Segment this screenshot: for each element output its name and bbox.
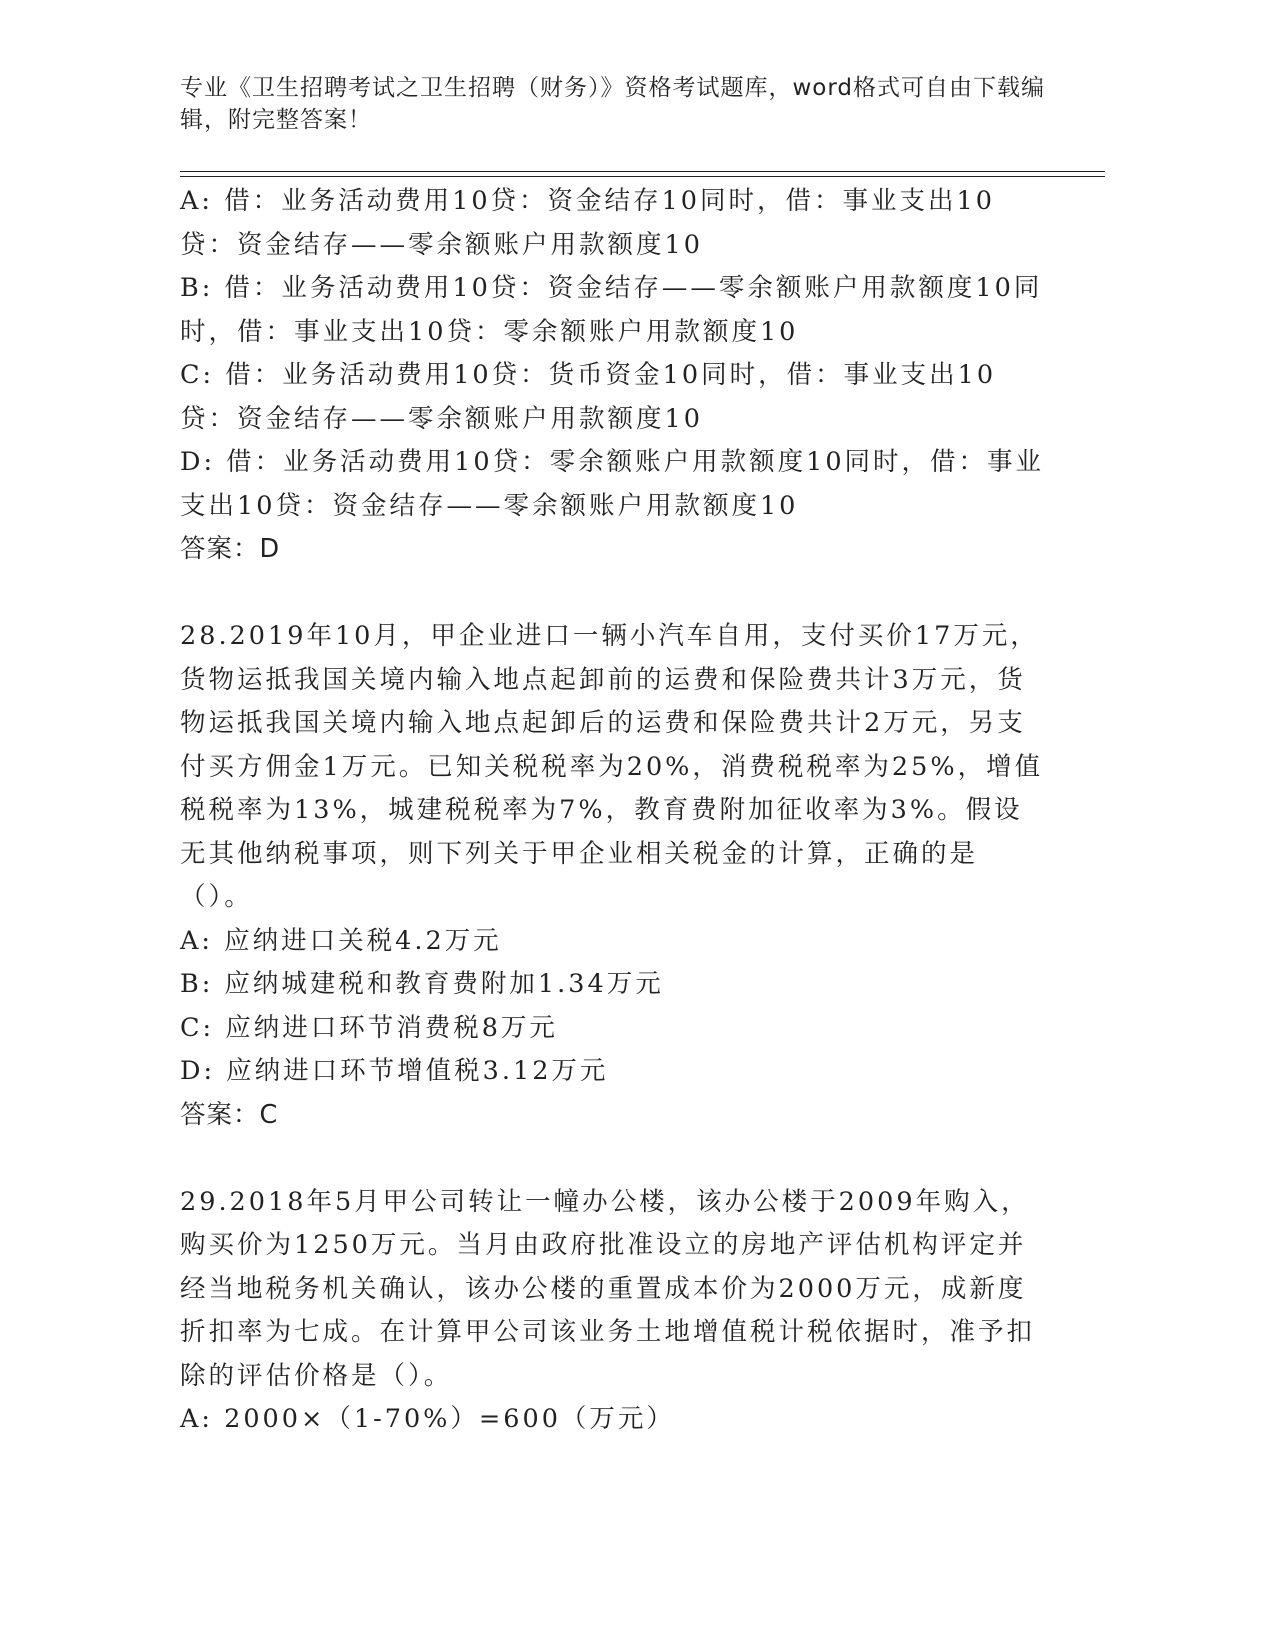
question-28 <box>180 615 1050 1137</box>
q29-stem: 29.2018年5月甲公司转让一幢办公楼，该办公楼于2009年购入，购买价为1250万元。当月由政府批准设立的房地产评估机构评定并经当地税务机关确认，该办公楼的重置成本价为2000万元，成新度折扣率为七成。在计算甲公司该业务土地增值税计税依据时，准予扣除的评估价格是（）。 <box>180 1186 1036 1391</box>
q27-option-c: C: 借：业务活动费用10贷：货币资金10同时，借：事业支出10贷：资金结存——零余额账户用款额度10 <box>180 360 997 434</box>
header-rule-top <box>180 171 1105 172</box>
spacer <box>180 572 1050 616</box>
q28-option-a: A: 应纳进口关税4.2万元 <box>180 925 502 956</box>
q27-answer: 答案：D <box>180 534 281 564</box>
question-content <box>180 180 1050 1442</box>
q28-answer: 答案：C <box>180 1099 279 1130</box>
q27-option-b: B: 借：业务活动费用10贷：资金结存——零余额账户用款额度10同时，借：事业支出10贷：零余额账户用款额度10 <box>180 273 1043 347</box>
document-header: 专业《卫生招聘考试之卫生招聘（财务）》资格考试题库，word格式可自由下载编辑，附完整答案！ <box>180 75 1046 133</box>
q29-option-a: A: 2000×（1-70%）=600（万元） <box>180 1404 675 1434</box>
q28-option-d: D: 应纳进口环节增值税3.12万元 <box>180 1056 609 1086</box>
q28-stem: 28.2019年10月，甲企业进口一辆小汽车自用，支付买价17万元，货物运抵我国关境内输入地点起卸前的运费和保险费共计3万元，货物运抵我国关境内输入地点起卸后的运费和保险费共计2万元，另支付买方佣金1万元。已知关税税率为20%，消费税税率为25%，增值税税率为13%，城建税税率为7%，教育费附加征收率为3%。假设无其他纳税事项，则下列关于甲企业相关税金的计算，正确的是（）。 <box>180 621 1044 912</box>
q27-option-a: A: 借：业务活动费用10贷：资金结存10同时，借：事业支出10贷：资金结存——零余额账户用款额度10 <box>180 186 995 260</box>
question-27 <box>180 180 1050 572</box>
header-rule-bottom <box>180 176 1105 177</box>
q27-option-d: D: 借：业务活动费用10贷：零余额账户用款额度10同时，借：事业支出10贷：资金结存——零余额账户用款额度10 <box>180 447 1045 521</box>
q28-option-c: C: 应纳进口环节消费税8万元 <box>180 1012 558 1043</box>
spacer <box>180 1137 1050 1181</box>
question-29 <box>180 1181 1050 1442</box>
q28-option-b: B: 应纳城建税和教育费附加1.34万元 <box>180 969 664 999</box>
